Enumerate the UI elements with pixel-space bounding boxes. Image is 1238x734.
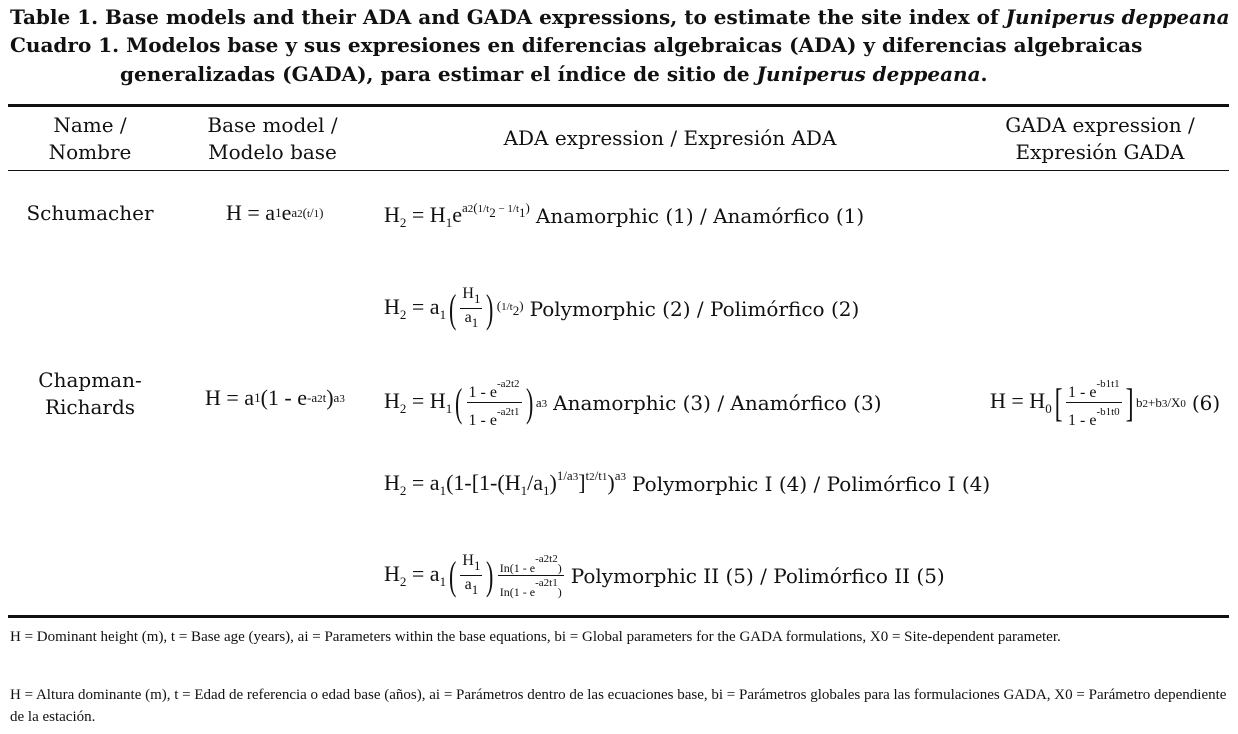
header-rule <box>8 170 1229 171</box>
footnote-spanish: H = Altura dominante (m), t = Edad de referencia o edad base (años), ai = Parámetros dentro de las ecuaciones base, bi = Parámetros globales para las formulaciones GADA, X0 = Parámetro dependiente de la estación. <box>10 687 1227 725</box>
equation-6-gada: $H = H_0$ [ $\frac{1 - e^{-b1t1}}{1 - e^{-b1t0}}$ ] b2+b3/X0 (6) <box>990 375 1220 430</box>
equation-1: $H_2 = H_1e^{a2(1/t_2 - 1/t_1)}$ Anamorphic (1) / Anamórfico (1) <box>384 200 865 230</box>
header-name: Name / Nombre <box>48 113 132 164</box>
model-name-schumacher: Schumacher <box>26 201 154 225</box>
equation-2-label: Polymorphic (2) / Polimórfico (2) <box>529 296 860 321</box>
table-top-rule <box>8 104 1229 107</box>
table-caption-spanish-line2: generalizadas (GADA), para estimar el índice de sitio de Juniperus deppeana. <box>120 62 988 86</box>
base-model-schumacher: H = a 1 e a2(t/1) <box>226 200 324 225</box>
equation-3-label: Anamorphic (3) / Anamórfico (3) <box>553 390 882 415</box>
footnote-english: H = Dominant height (m), t = Base age (years), ai = Parameters within the base equations, bi = Global parameters for the GADA formulations, X0 = Site-dependent parameter. <box>10 629 1061 645</box>
equation-3: $H_2 = H_1$ ( $\frac{1 - e^{-a2t2}}{1 - e^{-a2t1}}$ ) a3 Anamorphic (3) / Anamórfico (3) <box>384 375 882 430</box>
table-caption-spanish-line1: Cuadro 1. Modelos base y sus expresiones en diferencias algebraicas (ADA) y diferencias algebraicas <box>10 33 1143 57</box>
equation-4: $H_2 = a_1(1-[1-(H_1/a_1)^{1/a3}]^{t2/t1})^{a3}$ Polymorphic I (4) / Polimórfico I (4) <box>384 468 991 498</box>
header-gada-expression: GADA expression / Expresión GADA <box>1005 113 1195 164</box>
base-model-chapman-richards: H = a 1 (1 - e -a2t ) a3 <box>205 385 345 410</box>
header-base-model: Base model / Modelo base <box>207 113 338 164</box>
table-caption-english: Table 1. Base models and their ADA and GADA expressions, to estimate the site index of Juniperus deppeana <box>10 5 1230 29</box>
equation-4-label: Polymorphic I (4) / Polimórfico I (4) <box>632 471 991 496</box>
equation-5: $H_2 = a_1$ ( $\frac{H_1}{a_1}$ ) $\frac{In(1 - e^{-a2t2})}{In(1 - e^{-a2t1})}$ Polymorphic II (5) / Polimórfico II (5) <box>384 552 945 599</box>
table-bottom-rule <box>8 615 1229 618</box>
equation-1-label: Anamorphic (1) / Anamórfico (1) <box>535 203 865 228</box>
equation-5-label: Polymorphic II (5) / Polimórfico II (5) <box>570 563 945 588</box>
header-ada-expression: ADA expression / Expresión ADA <box>503 126 837 150</box>
model-name-chapman-richards: Chapman- Richards <box>38 368 142 419</box>
equation-6-label: (6) <box>1191 390 1221 415</box>
equation-2: $H_2 = a_1$ ( $\frac{H_1}{a_1}$ ) $(1/t_2)$ Polymorphic (2) / Polimórfico (2) <box>384 285 860 331</box>
